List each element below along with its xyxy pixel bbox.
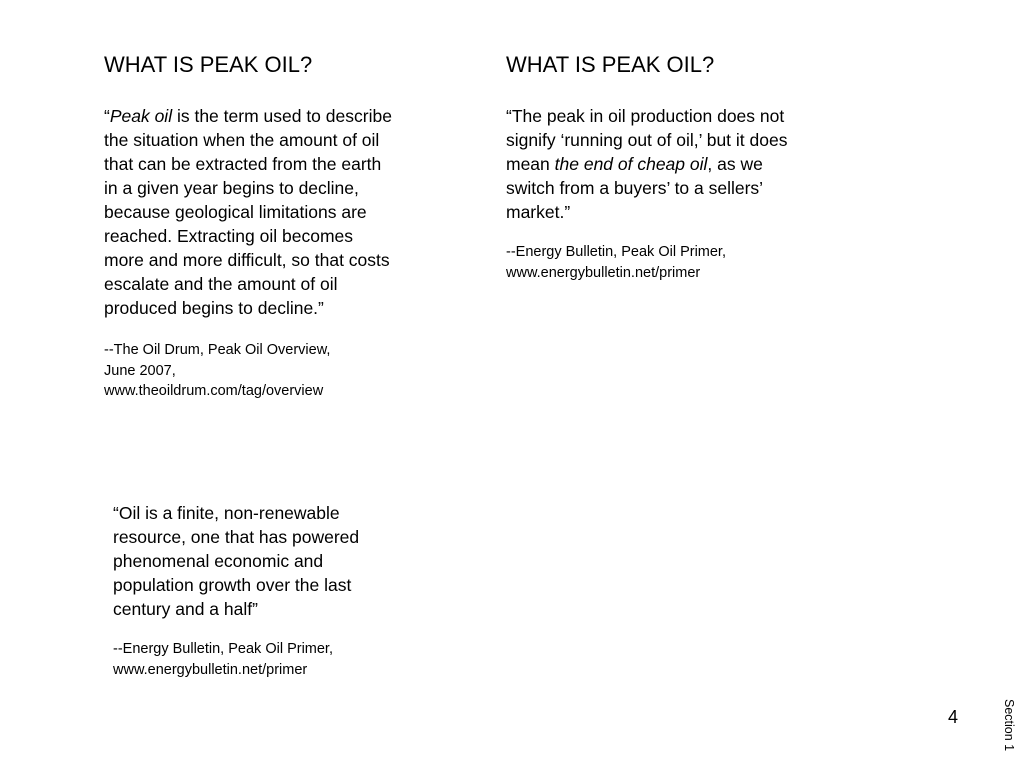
- left-citation-line3: www.theoildrum.com/tag/overview: [104, 383, 324, 399]
- right-column: [506, 52, 791, 283]
- right-citation-line2: www.energybulletin.net/primer: [506, 264, 701, 281]
- bottom-citation: [113, 639, 383, 680]
- right-heading: WHAT IS PEAK OIL?: [506, 52, 715, 77]
- bottom-quote: “Oil is a finite, non-renewable resource, one that has powered phenomenal economic and population growth over the last century and a half”: [113, 503, 360, 619]
- left-citation: [104, 340, 394, 402]
- bottom-citation-line1: --Energy Bulletin, Peak Oil Primer,: [113, 641, 333, 657]
- left-citation-line2: June 2007,: [104, 362, 176, 379]
- left-quote: [104, 104, 394, 320]
- section-label: Section 1: [1002, 699, 1016, 752]
- left-heading: WHAT IS PEAK OIL?: [104, 52, 313, 77]
- right-quote-part2: , as we switch from a buyers’ to a sellers’ market.”: [506, 154, 763, 222]
- right-quote: [506, 104, 791, 224]
- bottom-citation-line2: www.energybulletin.net/primer: [113, 661, 308, 678]
- page-number: 4: [948, 707, 959, 727]
- left-quote-rest: is the term used to describe the situation when the amount of oil that can be extracted from the earth in a given year begins to decline, because geological limitations are reached. Extracting oil becomes more and more difficult, so that costs escalate and the amount of oil produced begins to decline.”: [104, 106, 392, 318]
- right-quote-emphasis: the end of cheap oil: [554, 154, 708, 174]
- right-citation-line1: --Energy Bulletin, Peak Oil Primer,: [506, 244, 726, 260]
- bottom-left-block: [113, 501, 383, 680]
- right-citation: [506, 242, 791, 283]
- left-citation-line1: --The Oil Drum, Peak Oil Overview,: [104, 342, 331, 358]
- left-quote-term: Peak oil: [109, 106, 173, 126]
- left-column: [104, 52, 394, 402]
- left-quote-open: “: [104, 106, 110, 126]
- right-quote-part1: “The peak in oil production does not signify ‘running out of oil,’ but it does mean: [506, 106, 788, 174]
